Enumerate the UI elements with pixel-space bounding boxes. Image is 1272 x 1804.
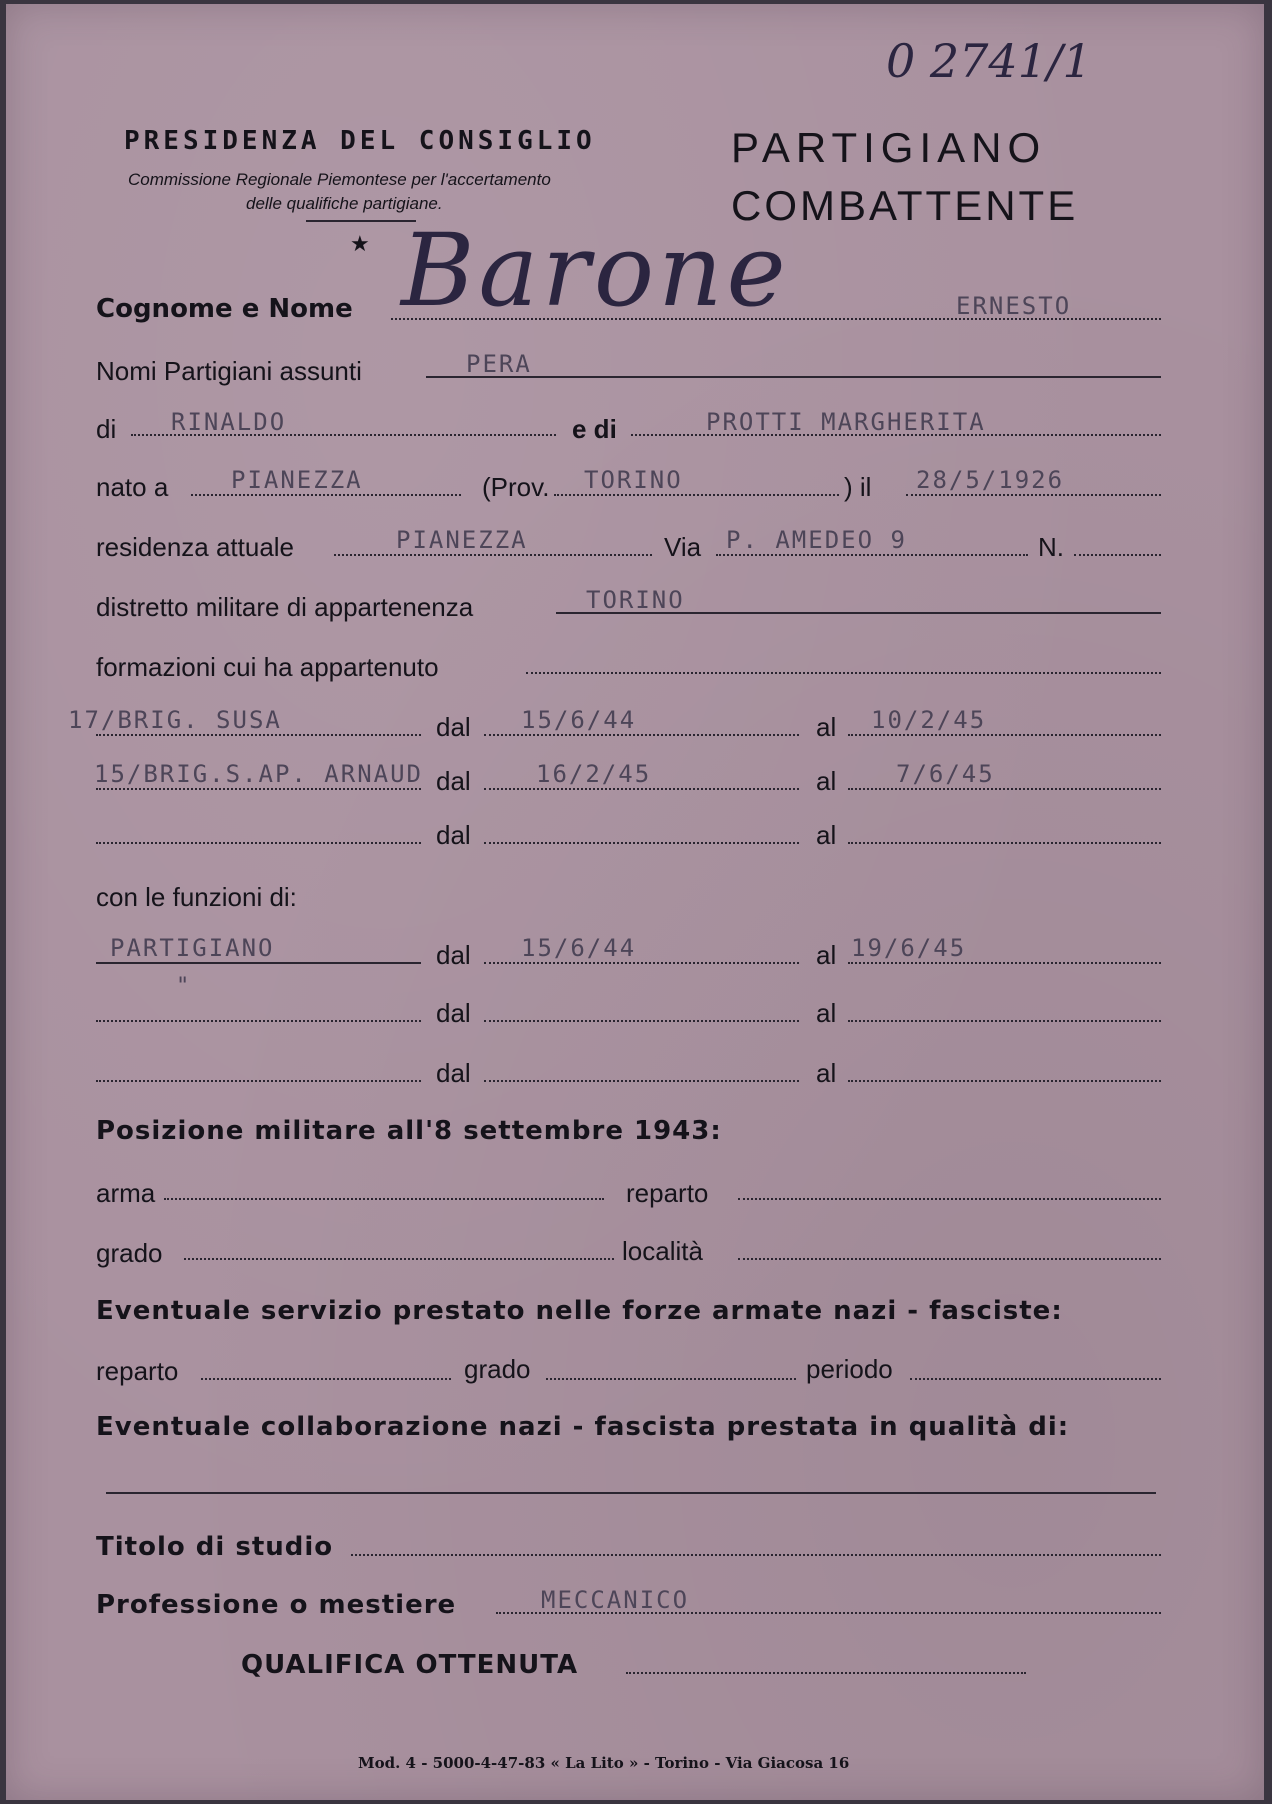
function-to: 19/6/45	[851, 934, 967, 962]
label-locality: località	[622, 1236, 703, 1266]
line-fascist-period	[910, 1378, 1161, 1380]
line-to	[848, 734, 1161, 736]
line-partisan-names	[426, 376, 1161, 378]
line-from	[484, 788, 799, 790]
line-to	[848, 1020, 1161, 1022]
label-collaboration: Eventuale collaborazione nazi - fascista prestata in qualità di:	[96, 1412, 1070, 1442]
line-formation-name	[96, 842, 421, 844]
label-to: al	[816, 820, 837, 850]
label-from: dal	[436, 940, 471, 970]
district-value: TORINO	[586, 586, 685, 614]
label-from: dal	[436, 998, 471, 1028]
partisan-name-value: PERA	[466, 350, 532, 378]
label-from: dal	[436, 712, 471, 742]
archive-number: 0 2741/1	[886, 34, 1092, 88]
star-icon: ★	[350, 232, 370, 257]
label-surname-name: Cognome e Nome	[96, 294, 353, 324]
label-from: dal	[436, 1058, 471, 1088]
line-to	[848, 1080, 1161, 1082]
line-to	[848, 788, 1161, 790]
function-role: PARTIGIANO	[110, 934, 275, 962]
label-born-at: nato a	[96, 472, 169, 502]
formation-to: 10/2/45	[871, 706, 987, 734]
function-from: 15/6/44	[521, 934, 637, 962]
formation-name: 15/BRIG.S.AP. ARNAUD	[94, 760, 423, 788]
mother-value: PROTTI MARGHERITA	[706, 408, 986, 436]
surname-handwritten: Barone	[401, 212, 790, 329]
birth-date-value: 28/5/1926	[916, 466, 1065, 494]
father-value: RINALDO	[171, 408, 287, 436]
label-to: al	[816, 1058, 837, 1088]
line-formation-name	[96, 788, 421, 790]
label-number: N.	[1038, 532, 1064, 562]
line-function-role	[96, 1080, 421, 1082]
label-district: distretto militare di appartenenza	[96, 592, 474, 622]
line-fascist-unit	[201, 1378, 451, 1380]
label-fascist-rank: grado	[464, 1354, 531, 1384]
line-to	[848, 962, 1161, 964]
label-mother: e di	[572, 414, 617, 444]
line-province	[554, 494, 839, 496]
line-collaboration	[106, 1492, 1156, 1494]
label-residence: residenza attuale	[96, 532, 295, 562]
line-function-role	[96, 1020, 421, 1022]
label-qualification: QUALIFICA OTTENUTA	[241, 1650, 579, 1680]
line-born-at	[191, 494, 461, 496]
commission-line-1: Commissione Regionale Piemontese per l'accertamento	[128, 170, 551, 189]
line-arm	[164, 1198, 604, 1200]
line-fascist-rank	[546, 1378, 796, 1380]
line-locality	[738, 1258, 1161, 1260]
label-from: dal	[436, 766, 471, 796]
label-fascist-period: periodo	[806, 1354, 893, 1384]
label-to: al	[816, 712, 837, 742]
function-role: "	[176, 974, 192, 999]
line-formation-name	[96, 734, 421, 736]
line-formations	[526, 672, 1161, 674]
province-value: TORINO	[584, 466, 683, 494]
label-arm: arma	[96, 1178, 156, 1208]
label-to: al	[816, 998, 837, 1028]
birthplace-value: PIANEZZA	[231, 466, 363, 494]
label-to: al	[816, 766, 837, 796]
header-divider	[306, 220, 416, 222]
first-name-value: ERNESTO	[956, 292, 1072, 320]
formation-name: 17/BRIG. SUSA	[68, 706, 282, 734]
label-partisan-names: Nomi Partigiani assunti	[96, 356, 362, 386]
line-from	[484, 1080, 799, 1082]
line-born-on	[906, 494, 1161, 496]
profession-value: MECCANICO	[541, 1586, 690, 1614]
label-to: al	[816, 940, 837, 970]
line-number	[1074, 554, 1161, 556]
print-footer: Mod. 4 - 5000-4-47-83 « La Lito » - Torino - Via Giacosa 16	[358, 1754, 850, 1772]
label-street: Via	[664, 532, 702, 562]
residence-value: PIANEZZA	[396, 526, 528, 554]
line-from	[484, 842, 799, 844]
line-street	[716, 554, 1028, 556]
label-province: (Prov.	[482, 472, 550, 502]
label-born-on: ) il	[844, 472, 872, 502]
line-function-role	[96, 962, 421, 964]
card-title-line-1: PARTIGIANO	[731, 124, 1047, 171]
line-to	[848, 842, 1161, 844]
formation-from: 16/2/45	[536, 760, 652, 788]
formation-from: 15/6/44	[521, 706, 637, 734]
label-profession: Professione o mestiere	[96, 1590, 457, 1620]
line-unit	[738, 1198, 1161, 1200]
partisan-card	[6, 4, 1264, 1800]
card-title-line-2: COMBATTENTE	[731, 182, 1079, 229]
label-functions: con le funzioni di:	[96, 882, 297, 912]
label-father: di	[96, 414, 117, 444]
line-from	[484, 962, 799, 964]
line-from	[484, 1020, 799, 1022]
label-military-position: Posizione militare all'8 settembre 1943:	[96, 1116, 722, 1146]
formation-to: 7/6/45	[896, 760, 995, 788]
street-value: P. AMEDEO 9	[726, 526, 907, 554]
label-fascist-service: Eventuale servizio prestato nelle forze armate nazi - fasciste:	[96, 1296, 1063, 1326]
line-from	[484, 734, 799, 736]
label-rank: grado	[96, 1238, 163, 1268]
label-education: Titolo di studio	[96, 1532, 334, 1562]
line-rank	[184, 1258, 614, 1260]
label-fascist-unit: reparto	[96, 1356, 179, 1386]
line-education	[351, 1554, 1161, 1556]
line-qualification	[626, 1672, 1026, 1674]
line-residence	[334, 554, 652, 556]
label-formations: formazioni cui ha appartenuto	[96, 652, 439, 682]
label-unit: reparto	[626, 1178, 709, 1208]
commission-line-2: delle qualifiche partigiane.	[246, 194, 443, 213]
label-from: dal	[436, 820, 471, 850]
office-title: PRESIDENZA DEL CONSIGLIO	[124, 126, 596, 156]
